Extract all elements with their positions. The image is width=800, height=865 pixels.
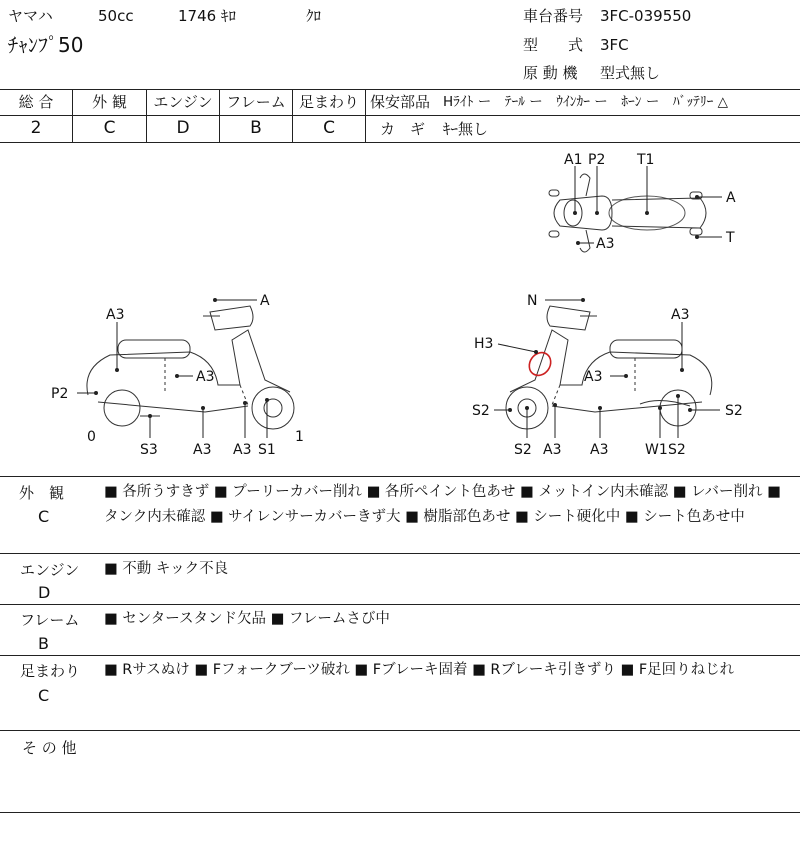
grade-header-exterior: 外 観 xyxy=(92,93,127,111)
diag-top-A1: A1 xyxy=(564,152,583,168)
diag-right-A3-floor: A3 xyxy=(590,442,609,458)
grade-exterior: C xyxy=(103,118,116,138)
safety-items: Hﾗｲﾄ ー ﾃｰﾙ ー ｳｲﾝｶｰ ー ﾎｰﾝ ー ﾊﾞｯﾃﾘｰ △ xyxy=(443,94,728,110)
right-side-scooter xyxy=(506,306,712,429)
grade-header-frame: フレーム xyxy=(226,93,286,111)
section-engine-grade: D xyxy=(38,583,51,602)
diag-top-A: A xyxy=(726,190,736,206)
section-other-label: そ の 他 xyxy=(22,739,77,757)
grade-frame: B xyxy=(250,118,262,138)
diag-left-A3-seat: A3 xyxy=(106,307,125,323)
displacement: 50cc xyxy=(98,7,134,25)
grade-suspension: C xyxy=(323,118,335,138)
color: ｸﾛ xyxy=(306,7,322,25)
safety-label: 保安部品 xyxy=(370,93,431,111)
section-suspension-grade: C xyxy=(38,686,50,705)
section-exterior-label: 外 観 xyxy=(19,484,65,502)
grade-header-overall: 総 合 xyxy=(18,93,54,111)
diag-right-S2-wheel: S2 xyxy=(514,442,532,458)
section-frame-label: フレーム xyxy=(20,611,80,629)
diag-right-A3-body: A3 xyxy=(584,369,603,385)
section-frame-grade: B xyxy=(38,634,49,653)
section-suspension-label: 足まわり xyxy=(20,662,81,680)
damage-diagram xyxy=(0,143,800,476)
diag-left-A3-body: A3 xyxy=(196,369,215,385)
section-exterior-text: ■ 各所うすきず ■ プーリーカバー削れ ■ 各所ペイント色あせ ■ メットイン内未確認 ■ レバー削れ ■ タンク内未確認 ■ サイレンサーカバーきず大 ■ 樹脂部色あせ ■ シート硬化中 ■ シート色あせ中 xyxy=(104,484,781,525)
diag-right-A3-seat: A3 xyxy=(671,307,690,323)
diag-left-1: 1 xyxy=(295,429,304,445)
type-label: 型 式 xyxy=(523,36,584,54)
grade-engine: D xyxy=(176,118,190,138)
diag-left-A: A xyxy=(260,293,270,309)
section-engine-label: エンジン xyxy=(20,561,80,579)
section-engine-text: ■ 不動 キック不良 xyxy=(104,561,229,577)
grade-header-suspension: 足まわり xyxy=(298,93,359,111)
diag-left-A3-front: A3 xyxy=(233,442,252,458)
frame-no-label: 車台番号 xyxy=(523,7,584,25)
section-frame-text: ■ センタースタンド欠品 ■ フレームさび中 xyxy=(104,611,390,627)
diag-left-P2: P2 xyxy=(51,386,69,402)
diag-right-S2-rear: S2 xyxy=(725,403,743,419)
grade-header-engine: エンジン xyxy=(153,93,213,111)
diag-right-S2-bottom: S2 xyxy=(668,442,686,458)
diag-right-W1: W1 xyxy=(645,442,668,458)
model-name: ﾁｬﾝﾌﾟ50 xyxy=(8,33,84,57)
engine-label: 原 動 機 xyxy=(523,64,578,82)
diag-left-S3: S3 xyxy=(140,442,158,458)
key-value: ｷｰ無し xyxy=(443,120,489,138)
diag-left-A3-floor: A3 xyxy=(193,442,212,458)
diag-right-N: N xyxy=(527,293,538,309)
section-suspension-text: ■ Rサスぬけ ■ Fフォークブーツ破れ ■ Fブレーキ固着 ■ Rブレーキ引きずり ■ F足回りねじれ xyxy=(104,662,735,678)
type-value: 3FC xyxy=(600,36,629,54)
diag-top-P2: P2 xyxy=(588,152,606,168)
section-exterior-grade: C xyxy=(38,507,50,526)
diag-top-T: T xyxy=(726,230,735,246)
left-side-scooter xyxy=(87,306,294,429)
diag-top-A3: A3 xyxy=(596,236,615,252)
grade-overall: 2 xyxy=(30,118,42,138)
diag-left-0: 0 xyxy=(87,429,96,445)
engine-value: 型式無し xyxy=(600,64,661,82)
key-label: カ ギ xyxy=(380,120,426,138)
mileage: 1746 ｷﾛ xyxy=(178,7,236,25)
maker: ヤマハ xyxy=(8,7,53,25)
diag-right-A3-front: A3 xyxy=(543,442,562,458)
diag-top-T1: T1 xyxy=(637,152,655,168)
top-view-scooter xyxy=(549,174,706,252)
frame-no: 3FC-039550 xyxy=(600,7,692,25)
diag-right-S2-front: S2 xyxy=(472,403,490,419)
diag-left-S1: S1 xyxy=(258,442,276,458)
diag-right-H3: H3 xyxy=(474,336,494,352)
